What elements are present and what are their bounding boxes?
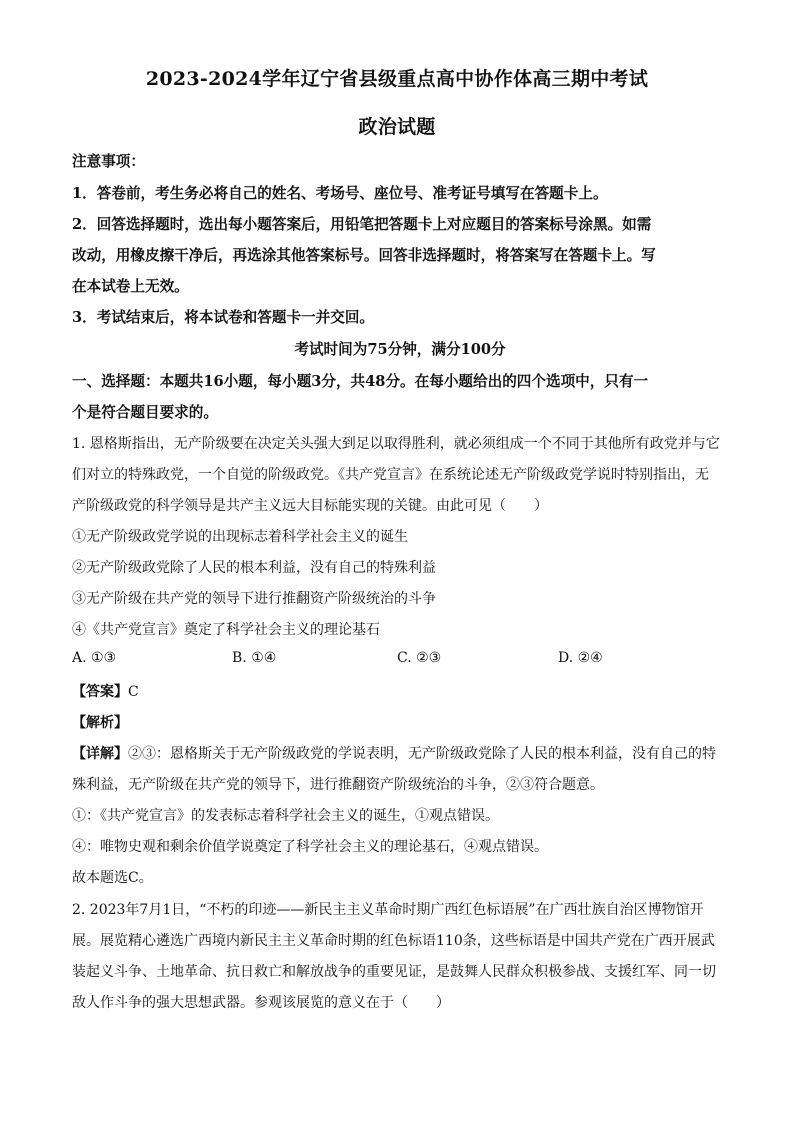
q1-statement: ②无产阶级政党除了人民的根本利益，没有自己的特殊利益	[72, 560, 436, 576]
q1-stem-line: 1. 恩格斯指出，无产阶级要在决定关头强大到足以取得胜利，就必须组成一个不同于其他所有政党并与它	[72, 436, 720, 452]
q2-stem-line: 2. 2023年7月1日，“不朽的印迹——新民主主义革命时期广西红色标语展”在广西壮族自治区博物馆开	[72, 902, 704, 918]
q1-detail-line	[72, 743, 728, 763]
page-title: 2023-2024学年辽宁省县级重点高中协作体高三期中考试	[145, 68, 649, 90]
q1-analysis-label	[72, 712, 728, 732]
detail-label: 【详解】	[72, 746, 128, 762]
section-heading: 一、选择题：本题共16小题，每小题3分，共48分。在每小题给出的四个选项中，只有一	[72, 373, 649, 390]
notice-heading: 注意事项：	[72, 153, 145, 170]
exam-time: 考试时间为75分钟，满分100分	[294, 341, 506, 358]
q1-statement: ④《共产党宣言》奠定了科学社会主义的理论基石	[72, 622, 380, 638]
notice-line: 改动，用橡皮擦干净后，再选涂其他答案标号。回答非选择题时，将答案写在答题卡上。写	[72, 247, 656, 264]
q1-stem-line: 们对立的特殊政党，一个自觉的阶级政党。《共产党宣言》在系统论述无产阶级政党学说时特别指出，无	[72, 467, 709, 483]
q1-statement: ①无产阶级政党学说的出现标志着科学社会主义的诞生	[72, 529, 408, 545]
notice-line: 3．考试结束后，将本试卷和答题卡一并交回。	[72, 309, 375, 326]
answer-label: 【答案】	[72, 684, 128, 700]
q1-option-c: C. ②③	[397, 650, 442, 666]
notice-line: 2．回答选择题时，选出每小题答案后，用铅笔把答题卡上对应题目的答案标号涂黑。如需	[72, 216, 652, 233]
q1-detail-line: 故本题选C。	[72, 870, 153, 886]
notice-line: 在本试卷上无效。	[72, 278, 189, 295]
q1-statement: ③无产阶级在共产党的领导下进行推翻资产阶级统治的斗争	[72, 591, 436, 607]
q1-detail-line: ①：《共产党宣言》的发表标志着科学社会主义的诞生，①观点错误。	[72, 808, 499, 824]
q1-answer	[72, 681, 728, 701]
q1-option-b: B. ①④	[232, 650, 277, 666]
page-subtitle: 政治试题	[358, 116, 436, 138]
q1-option-a: A. ①③	[72, 650, 117, 666]
answer-value: C	[128, 684, 139, 700]
detail-text: ②③：恩格斯关于无产阶级政党的学说表明，无产阶级政党除了人民的根本利益，没有自己的特	[128, 746, 716, 762]
q1-stem-line: 产阶级政党的科学领导是共产主义远大目标能实现的关键。由此可见（ ）	[72, 498, 548, 514]
q2-stem-line: 敌人作斗争的强大思想武器。参观该展览的意义在于（ ）	[72, 995, 450, 1011]
notice-line: 1．答卷前，考生务必将自己的姓名、考场号、座位号、准考证号填写在答题卡上。	[72, 185, 608, 202]
analysis-label: 【解析】	[72, 715, 128, 731]
q1-detail-line: 殊利益，无产阶级在共产党的领导下，进行推翻资产阶级统治的斗争，②③符合题意。	[72, 777, 604, 793]
q2-stem-line: 展。展览精心遴选广西境内新民主主义革命时期的红色标语110条，这些标语是中国共产党在广西开展武	[72, 933, 715, 949]
q1-option-d: D. ②④	[558, 650, 603, 666]
q2-stem-line: 装起义斗争、土地革命、抗日救亡和解放战争的重要见证，是鼓舞人民群众积极参战、支援红军、同一切	[72, 964, 716, 980]
q1-detail-line: ④：唯物史观和剩余价值学说奠定了科学社会主义的理论基石，④观点错误。	[72, 839, 548, 855]
section-heading: 个是符合题目要求的。	[72, 404, 218, 421]
